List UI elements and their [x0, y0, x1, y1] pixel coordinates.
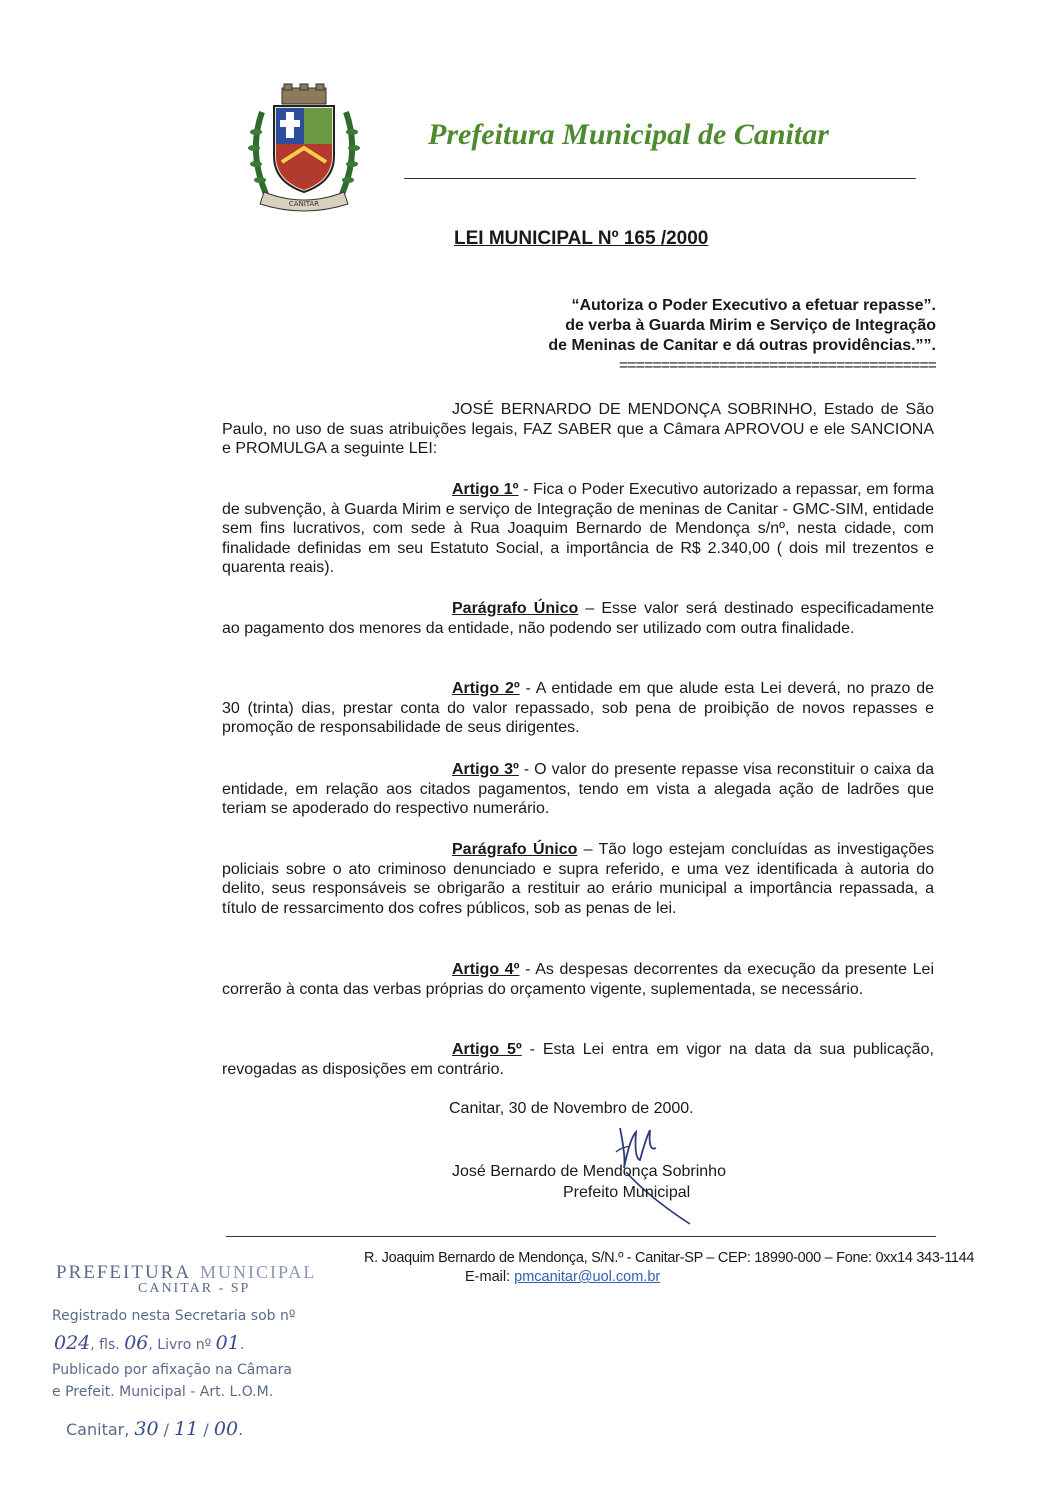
article-3-text: - O valor do presente repasse visa reconstituir o caixa da entidade, em relação aos citados pagamentos, tendo em vista a alegada ação de ladrões que teriam se apoderado do respectivo numerário. — [222, 761, 934, 817]
law-title: LEI MUNICIPAL Nº 165 /2000 — [454, 228, 709, 249]
stamp-date-line: Canitar, 30 / 11 / 00. — [66, 1418, 244, 1440]
footer-divider — [226, 1236, 936, 1237]
law-summary-line: de Meninas de Canitar e dá outras providências.””. — [548, 337, 936, 354]
article-4 — [222, 960, 934, 999]
fls-value: 06 — [124, 1332, 149, 1354]
article-1-text: - Fica o Poder Executivo autorizado a repassar, em forma de subvenção, à Guarda Mirim e serviço de Integração de meninas de Canitar - GMC-SIM, entidade sem fins lucrativos, com sede à Rua Joaquim Bernardo de Mendonça s/nº, nesta cidade, com finalidade definidas em seu Estatuto Social, a importância de R$ 2.340,00 ( dois mil trezentos e quarenta reais). — [222, 481, 934, 576]
stamp-date-label: Canitar, — [66, 1420, 135, 1439]
fls-label: , fls. — [90, 1337, 120, 1353]
sole-paragraph-1-label: Parágrafo Único — [452, 600, 579, 617]
article-5 — [222, 1040, 934, 1079]
stamp-article-line: e Prefeit. Municipal - Art. L.O.M. — [52, 1384, 274, 1400]
email-label: E-mail: — [465, 1269, 515, 1285]
article-2-text: - A entidade em que alude esta Lei deverá, no prazo de 30 (trinta) dias, prestar conta do valor repassado, sob pena de proibição de novos repasses e promoção de responsabilidade de seus dirigentes. — [222, 680, 934, 736]
livro-value: 01 — [215, 1332, 240, 1354]
date-line: Canitar, 30 de Novembro de 2000. — [449, 1100, 694, 1117]
stamp-overprint: MUNICIPAL — [200, 1262, 317, 1282]
article-2 — [222, 679, 934, 738]
article-4-label: Artigo 4º — [452, 961, 520, 978]
sole-paragraph-2 — [222, 840, 934, 918]
header-divider — [404, 178, 916, 179]
footer-address: R. Joaquim Bernardo de Mendonça, S/N.º - Canitar-SP – CEP: 18990-000 – Fone: 0xx14 343-1144 — [364, 1250, 975, 1266]
sole-paragraph-2-label: Parágrafo Único — [452, 841, 578, 858]
article-5-text: - Esta Lei entra em vigor na data da sua publicação, revogadas as disposições em contrário. — [222, 1041, 934, 1078]
signer-role: Prefeito Municipal — [563, 1184, 691, 1201]
intro-paragraph — [222, 400, 934, 459]
footer-email — [465, 1269, 660, 1285]
livro-label: , Livro nº — [148, 1337, 212, 1353]
article-3 — [222, 760, 934, 819]
municipal-coat-of-arms-icon — [244, 82, 364, 217]
stamp-city: CANITAR - SP — [138, 1281, 251, 1296]
article-4-text: - As despesas decorrentes da execução da presente Lei correrão à conta das verbas próprias do orçamento vigente, suplementada, se necessário. — [222, 961, 934, 998]
summary-separator: ====================================== — [618, 357, 936, 374]
stamp-registration-line: Registrado nesta Secretaria sob nº — [52, 1308, 296, 1324]
stamp-year: 00 — [213, 1418, 239, 1440]
article-1 — [222, 480, 934, 578]
stamp-publication-line: Publicado por afixação na Câmara — [52, 1362, 292, 1378]
law-summary — [440, 296, 936, 376]
email-link[interactable]: pmcanitar@uol.com.br — [514, 1269, 661, 1285]
sole-paragraph-1-text: – Esse valor será destinado especificadamente ao pagamento dos menores da entidade, não podendo ser utilizado com outra finalidade. — [222, 600, 935, 637]
registration-number: 024 — [54, 1332, 91, 1354]
law-summary-line: de verba à Guarda Mirim e Serviço de Integração — [565, 317, 936, 334]
signer-name: José Bernardo de Mendonça Sobrinho — [452, 1163, 726, 1180]
intro-text: JOSÉ BERNARDO DE MENDONÇA SOBRINHO, Estado de São Paulo, no uso de suas atribuições legais, FAZ SABER que a Câmara APROVOU e ele SANCIONA e PROMULGA a seguinte LEI: — [222, 401, 934, 457]
sole-paragraph-1 — [222, 599, 934, 638]
article-2-label: Artigo 2º — [452, 680, 520, 697]
article-1-label: Artigo 1º — [452, 481, 519, 498]
stamp-numbers-line: 024, fls. 06, Livro nº 01. — [54, 1332, 245, 1354]
law-summary-line: “Autoriza o Poder Executivo a efetuar repasse”. — [571, 297, 936, 314]
crest-banner-text: CANITAR — [288, 200, 320, 208]
sole-paragraph-2-text: – Tão logo estejam concluídas as investigações policiais sobre o ato criminoso denunciado e supra referido, e uma vez identificada à autoria do delito, seus responsáveis se obrigarão a restituir ao erário municipal a importância repassada, a título de ressarcimento dos cofres públicos, sob as penas de lei. — [222, 841, 934, 917]
article-3-label: Artigo 3º — [452, 761, 519, 778]
stamp-title: PREFEITURA — [56, 1262, 192, 1283]
org-title: Prefeitura Municipal de Canitar — [428, 118, 829, 151]
stamp-day: 30 — [134, 1418, 159, 1440]
article-5-label: Artigo 5º — [452, 1041, 522, 1058]
stamp-month: 11 — [174, 1418, 199, 1440]
